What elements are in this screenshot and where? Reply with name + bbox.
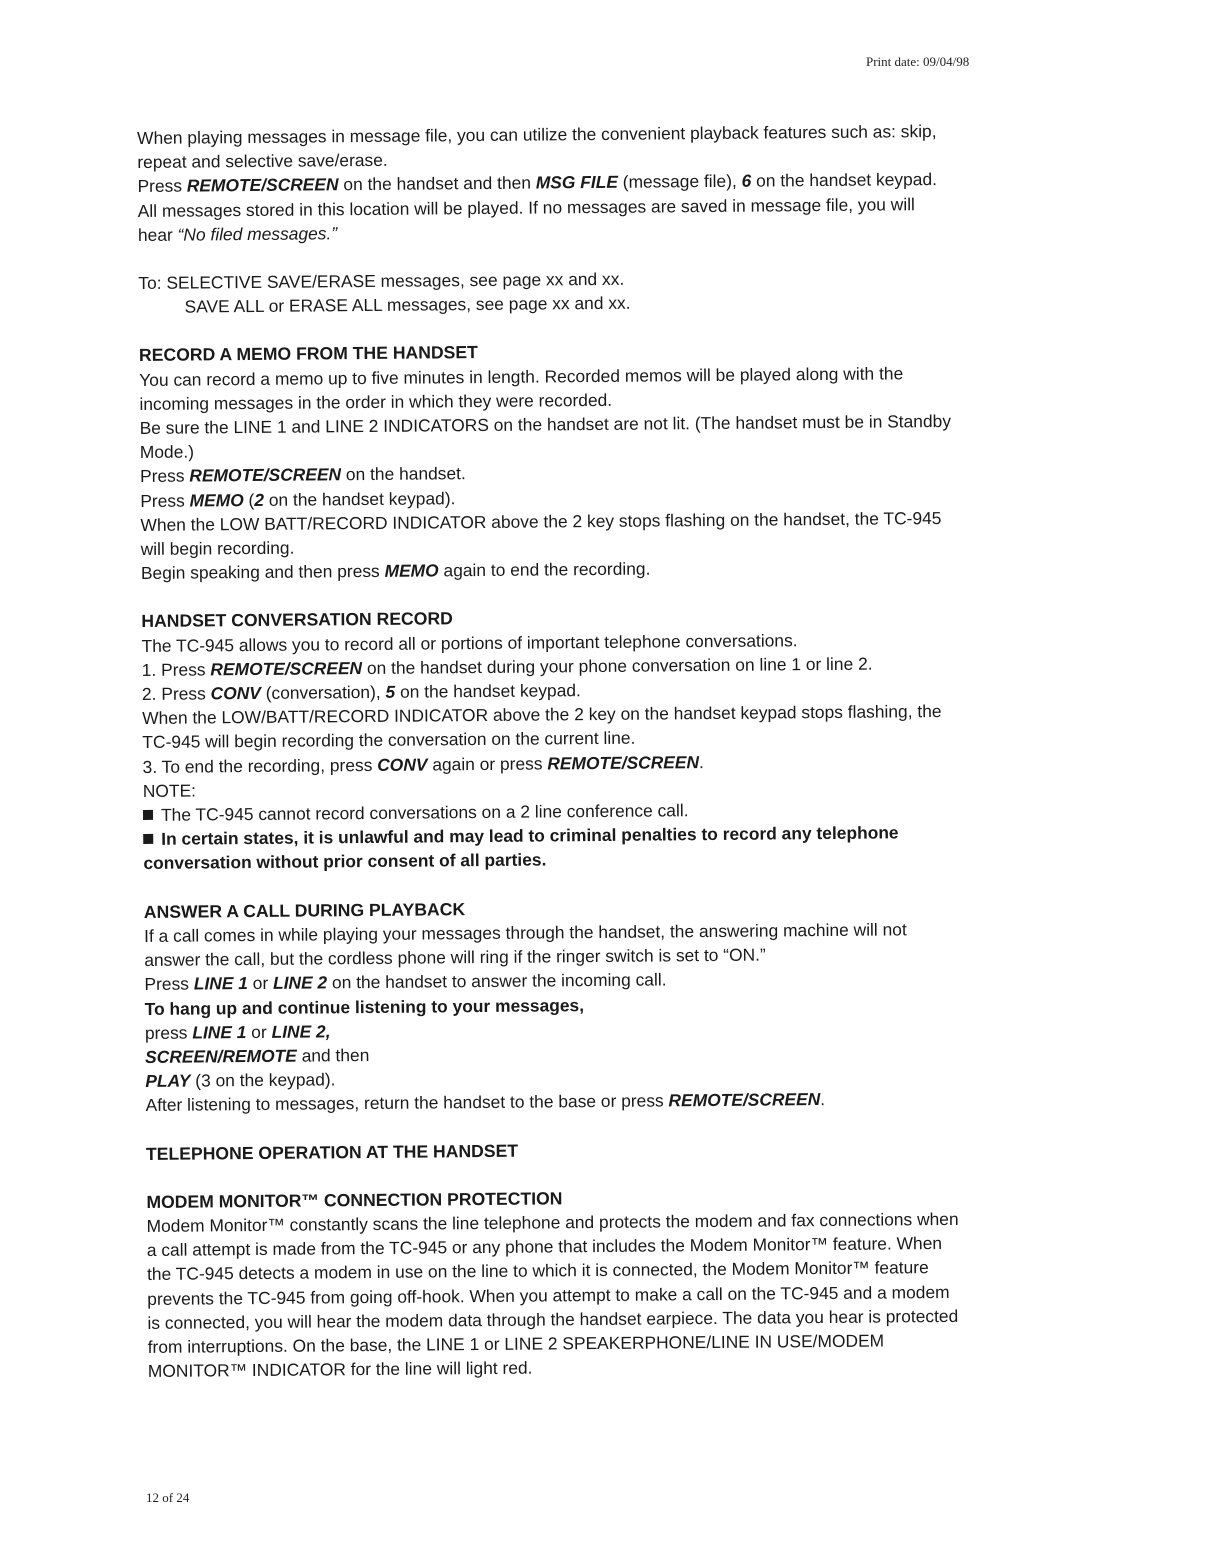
memo-line: You can record a memo up to five minutes in length. Recorded memos will be played along with the bbox=[139, 362, 904, 390]
text: on the handset. bbox=[340, 463, 466, 485]
text: on the handset to answer the incoming call. bbox=[327, 969, 667, 993]
text: 1. Press bbox=[141, 659, 211, 680]
text: press bbox=[144, 1022, 193, 1043]
print-date: Print date: 09/04/98 bbox=[866, 54, 970, 69]
memo-section bbox=[139, 335, 1081, 585]
modem-line: Modem Monitor™ constantly scans the line telephone and protects the modem and fax connections when bbox=[146, 1208, 959, 1236]
key-remote-screen: REMOTE/SCREEN bbox=[547, 751, 700, 774]
key-conv: CONV bbox=[210, 683, 261, 704]
text: . bbox=[698, 751, 704, 772]
section-heading: HANDSET CONVERSATION RECORD bbox=[141, 608, 453, 632]
text: 2. Press bbox=[141, 683, 211, 705]
modem-line: a call attempt is made from the TC-945 or any phone that includes the Modem Monitor™ feature. When bbox=[146, 1233, 943, 1261]
conv-line: When the LOW/BATT/RECORD INDICATOR above the 2 key on the handset keypad stops flashing, the bbox=[142, 701, 942, 729]
key-line-1: LINE 1 bbox=[193, 973, 248, 994]
conv-line: TC-945 will begin recording the conversation on the current line. bbox=[142, 728, 636, 753]
key-line-2: LINE 2, bbox=[271, 1021, 331, 1042]
key-remote-screen: REMOTE/SCREEN bbox=[189, 464, 342, 486]
key-line-2: LINE 2 bbox=[272, 972, 328, 994]
intro-line: When playing messages in message file, you can utilize the convenient playback features such as: skip, bbox=[137, 121, 937, 148]
answer-section bbox=[144, 891, 1086, 1117]
section-heading: MODEM MONITOR™ CONNECTION PROTECTION bbox=[146, 1188, 563, 1212]
text: again to end the recording. bbox=[438, 558, 651, 581]
text: After listening to messages, return the handset to the base or press bbox=[145, 1090, 669, 1116]
text: on the handset during your phone conversation on line 1 or line 2. bbox=[361, 653, 873, 678]
section-heading: ANSWER A CALL DURING PLAYBACK bbox=[143, 898, 466, 922]
text: on the handset keypad). bbox=[263, 487, 456, 510]
conversation-section bbox=[141, 601, 1083, 875]
text: . bbox=[820, 1089, 826, 1110]
square-bullet-icon bbox=[143, 810, 153, 820]
answer-line: To hang up and continue listening to your messages, bbox=[144, 994, 585, 1019]
text: In certain states, it is unlawful and may lead to criminal penalties to record any telephone bbox=[161, 822, 899, 850]
text: Begin speaking and then press bbox=[140, 561, 385, 584]
section-heading: TELEPHONE OPERATION AT THE HANDSET bbox=[145, 1140, 519, 1164]
note-label: NOTE: bbox=[142, 780, 197, 801]
text: or bbox=[247, 973, 274, 994]
document-body bbox=[137, 118, 1088, 1383]
text: on the handset and then bbox=[338, 172, 536, 195]
text: Press bbox=[139, 465, 190, 487]
memo-line: Mode.) bbox=[139, 441, 195, 463]
key-remote-screen: REMOTE/SCREEN bbox=[210, 657, 363, 680]
text: Press bbox=[140, 490, 190, 511]
key-line-1: LINE 1 bbox=[192, 1021, 247, 1043]
page-number: 12 of 24 bbox=[146, 1490, 190, 1505]
text: (message file), bbox=[617, 171, 742, 193]
key-memo: MEMO bbox=[189, 489, 244, 511]
key-memo: MEMO bbox=[384, 560, 439, 582]
to-line: SAVE ALL or ERASE ALL messages, see page xx and xx. bbox=[184, 292, 631, 317]
text: 3. To end the recording, press bbox=[142, 754, 378, 777]
intro-section bbox=[137, 118, 1078, 247]
conv-line: The TC-945 allows you to record all or portions of important telephone conversations. bbox=[141, 629, 798, 656]
answer-line: answer the call, but the cordless phone will ring if the ringer switch is set to “ON.” bbox=[144, 944, 766, 971]
modem-section bbox=[146, 1181, 1088, 1383]
memo-line: Be sure the LINE 1 and LINE 2 INDICATORS on the handset are not lit. (The handset must be in Standby bbox=[139, 410, 952, 439]
modem-line: prevents the TC-945 from going off-hook. When you attempt to make a call on the TC-945 and a modem bbox=[147, 1281, 950, 1309]
key-remote-screen: REMOTE/SCREEN bbox=[668, 1089, 821, 1111]
modem-line: the TC-945 detects a modem in use on the line to which it is connected, the Modem Monitor™ feature bbox=[146, 1257, 929, 1285]
memo-line: incoming messages in the order in which they were recorded. bbox=[139, 389, 613, 414]
text: on the handset keypad. bbox=[751, 169, 938, 192]
text: hear bbox=[137, 224, 178, 245]
key-msg-file: MSG FILE bbox=[535, 172, 618, 193]
key-remote-screen: REMOTE/SCREEN bbox=[186, 174, 339, 196]
modem-line: is connected, you will hear the modem data through the handset earpiece. The data you hear is protected bbox=[147, 1305, 959, 1333]
text: Press bbox=[137, 175, 187, 197]
key-play: PLAY bbox=[145, 1070, 191, 1092]
square-bullet-icon bbox=[143, 834, 153, 844]
to-line: To: SELECTIVE SAVE/ERASE messages, see page xx and xx. bbox=[138, 268, 625, 294]
text: on the handset keypad. bbox=[395, 680, 581, 702]
intro-line: repeat and selective save/erase. bbox=[137, 150, 388, 173]
text: (3 on the keypad). bbox=[190, 1069, 336, 1091]
text: again or press bbox=[427, 753, 548, 775]
modem-line: from interruptions. On the base, the LINE 1 or LINE 2 SPEAKERPHONE/LINE IN USE/MODEM bbox=[147, 1330, 885, 1357]
key-screen-remote: SCREEN/REMOTE bbox=[145, 1045, 297, 1067]
memo-line: When the LOW BATT/RECORD INDICATOR above the 2 key stops flashing on the handset, the TC-945 bbox=[140, 507, 942, 535]
memo-line: will begin recording. bbox=[140, 537, 295, 560]
to-section bbox=[138, 263, 1078, 320]
key-conv: CONV bbox=[377, 754, 428, 775]
section-heading: RECORD A MEMO FROM THE HANDSET bbox=[138, 342, 478, 366]
quote-no-filed: “No filed messages.” bbox=[177, 223, 338, 245]
key-2: 2 bbox=[254, 489, 265, 510]
text: The TC-945 cannot record conversations on a 2 line conference call. bbox=[160, 800, 689, 825]
modem-line: MONITOR™ INDICATOR for the line will light red. bbox=[147, 1357, 533, 1382]
key-5: 5 bbox=[385, 681, 396, 702]
note-bullet-warning-cont: conversation without prior consent of all parties. bbox=[143, 849, 547, 874]
answer-line: If a call comes in while playing your messages through the handset, the answering machine will not bbox=[143, 919, 907, 946]
text: or bbox=[246, 1021, 272, 1042]
text: (conversation), bbox=[260, 681, 386, 704]
key-6: 6 bbox=[741, 171, 752, 192]
text: and then bbox=[296, 1044, 370, 1066]
intro-line: All messages stored in this location will be played. If no messages are saved in message file, you will bbox=[137, 193, 915, 221]
text: ( bbox=[243, 489, 255, 510]
text: Press bbox=[144, 973, 194, 995]
